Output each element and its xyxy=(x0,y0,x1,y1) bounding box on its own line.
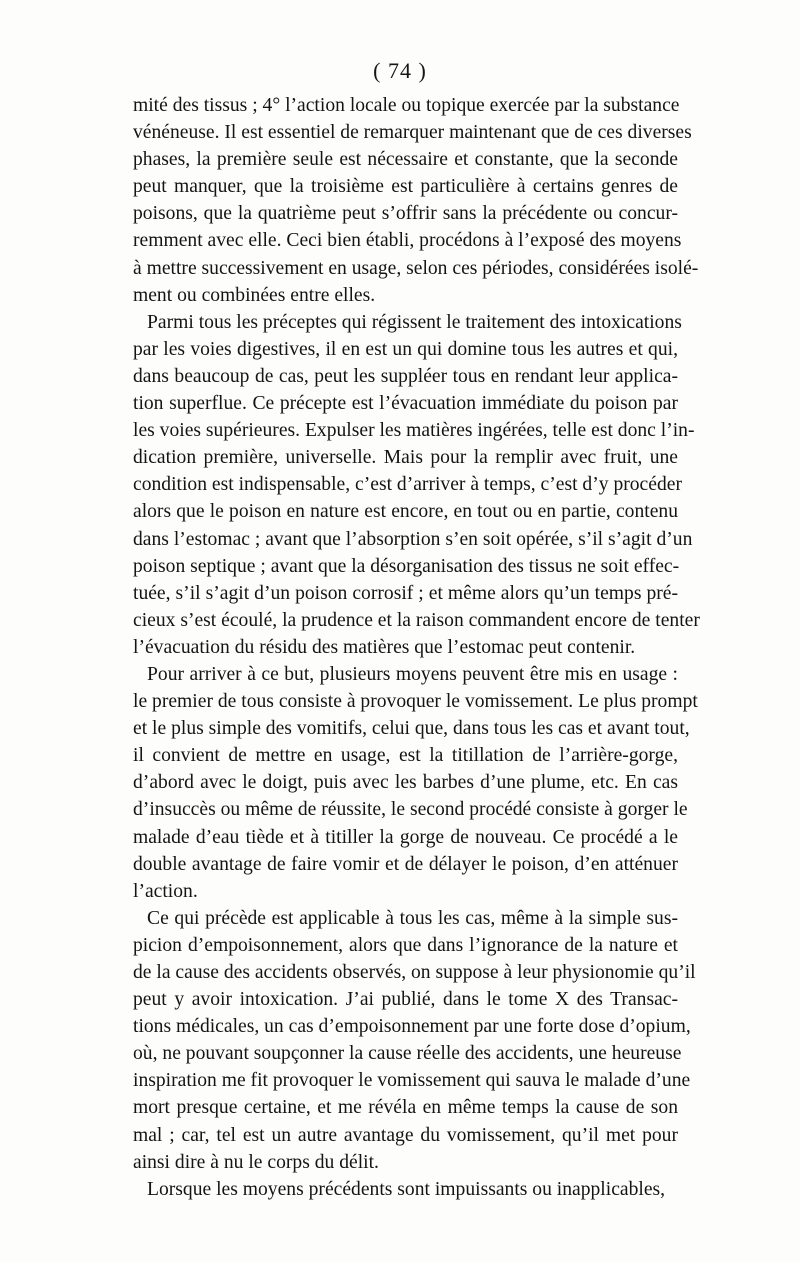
text-line: tion superflue. Ce précepte est l’évacuation immédiate du poison par xyxy=(133,393,678,415)
text-line: dication première, universelle. Mais pour la remplir avec fruit, une xyxy=(133,447,678,469)
text-line: ment ou combinées entre elles. xyxy=(133,284,376,306)
text-line: il convient de mettre en usage, est la titillation de l’arrière-gorge, xyxy=(133,745,678,767)
text-line: ainsi dire à nu le corps du délit. xyxy=(133,1151,379,1173)
text-line: le premier de tous consiste à provoquer le vomissement. Le plus prompt xyxy=(133,691,698,713)
page-number: ( 74 ) xyxy=(373,58,427,83)
text-line: tuée, s’il s’agit d’un poison corrosif ; et même alors qu’un temps pré- xyxy=(133,582,678,604)
text-line: d’insuccès ou même de réussite, le second procédé consiste à gorger le xyxy=(133,799,688,821)
paragraph xyxy=(133,1176,678,1203)
text-line: et le plus simple des vomitifs, celui que, dans tous les cas et avant tout, xyxy=(133,718,690,740)
text-line: Ce qui précède est applicable à tous les cas, même à la simple sus- xyxy=(147,907,678,929)
text-line: double avantage de faire vomir et de délayer le poison, d’en atténuer xyxy=(133,853,678,875)
text-line: poisons, que la quatrième peut s’offrir sans la précédente ou concur- xyxy=(133,203,678,225)
text-line: mort presque certaine, et me révéla en même temps la cause de son xyxy=(133,1097,678,1119)
text-line: inspiration me fit provoquer le vomissement qui sauva le malade d’une xyxy=(133,1070,691,1092)
text-line: Lorsque les moyens précédents sont impuissants ou inapplicables, xyxy=(147,1178,666,1200)
text-line: l’évacuation du résidu des matières que l’estomac peut contenir. xyxy=(133,636,636,658)
text-line: mité des tissus ; 4° l’action locale ou topique exercée par la substance xyxy=(133,95,680,116)
text-line: où, ne pouvant soupçonner la cause réelle des accidents, une heureuse xyxy=(133,1043,682,1065)
paragraph xyxy=(133,661,698,905)
text-line: l’action. xyxy=(133,880,198,902)
text-line: poison septique ; avant que la désorganisation des tissus ne soit effec- xyxy=(133,555,680,577)
text-line: remment avec elle. Ceci bien établi, procédons à l’exposé des moyens xyxy=(133,230,682,252)
text-line: par les voies digestives, il en est un qui domine tous les autres et qui, xyxy=(133,338,678,360)
text-line: d’abord avec le doigt, puis avec les barbes d’une plume, etc. En cas xyxy=(133,772,678,794)
text-line: de la cause des accidents observés, on suppose à leur physionomie qu’il xyxy=(133,962,696,983)
text-line: alors que le poison en nature est encore, en tout ou en partie, contenu xyxy=(133,501,678,523)
text-line: Parmi tous les préceptes qui régissent le traitement des intoxications xyxy=(147,311,682,333)
body-text xyxy=(133,92,700,1203)
text-line: peut y avoir intoxication. J’ai publié, dans le tome X des Transac- xyxy=(133,989,678,1011)
text-line: picion d’empoisonnement, alors que dans l’ignorance de la nature et xyxy=(133,934,678,956)
text-line: condition est indispensable, c’est d’arriver à temps, c’est d’y procéder xyxy=(133,474,682,496)
text-line: vénéneuse. Il est essentiel de remarquer maintenant que de ces diverses xyxy=(133,122,692,144)
text-line: phases, la première seule est nécessaire et constante, que la seconde xyxy=(133,149,678,171)
text-line: à mettre successivement en usage, selon ces périodes, considérées isolé- xyxy=(133,257,699,279)
text-line: dans l’estomac ; avant que l’absorption s’en soit opérée, s’il s’agit d’un xyxy=(133,528,693,550)
text-line: tions médicales, un cas d’empoisonnement par une forte dose d’opium, xyxy=(133,1016,691,1038)
paragraph xyxy=(133,905,696,1176)
text-line: Pour arriver à ce but, plusieurs moyens peuvent être mis en usage : xyxy=(147,663,678,685)
text-line: malade d’eau tiède et à titiller la gorge de nouveau. Ce procédé a le xyxy=(133,826,678,848)
paragraph xyxy=(133,309,700,661)
text-line: peut manquer, que la troisième est particulière à certains genres de xyxy=(133,176,678,198)
paragraph xyxy=(133,92,699,309)
text-line: les voies supérieures. Expulser les matières ingérées, telle est donc l’in- xyxy=(133,420,695,442)
text-line: mal ; car, tel est un autre avantage du vomissement, qu’il met pour xyxy=(133,1124,678,1146)
text-line: dans beaucoup de cas, peut les suppléer tous en rendant leur applica- xyxy=(133,365,678,387)
text-line: cieux s’est écoulé, la prudence et la raison commandent encore de tenter xyxy=(133,609,700,631)
